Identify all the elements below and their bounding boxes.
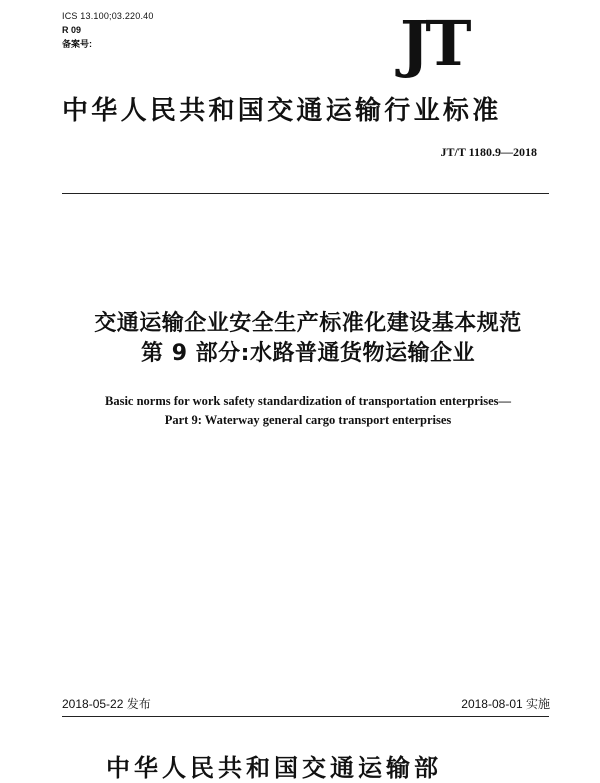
footer-divider bbox=[62, 716, 549, 717]
record-number-label: 备案号: bbox=[62, 39, 92, 49]
issue-date: 2018-05-22 发布 bbox=[62, 697, 151, 711]
jt-logo bbox=[400, 7, 518, 80]
standard-code: JT/T 1180.9—2018 bbox=[440, 145, 537, 159]
header-divider bbox=[62, 193, 549, 194]
classification-block bbox=[62, 9, 154, 51]
chinese-title-line-2: 第 9 部分:水路普通货物运输企业 bbox=[141, 341, 475, 366]
issuing-authority: 中华人民共和国交通运输部 bbox=[106, 754, 442, 782]
chinese-title bbox=[0, 309, 600, 369]
english-title-line-1: Basic norms for work safety standardization of transportation enterprises— bbox=[105, 394, 511, 408]
standard-category-title: 中华人民共和国交通运输行业标准 bbox=[62, 96, 502, 126]
chinese-title-line-1: 交通运输企业安全生产标准化建设基本规范 bbox=[94, 311, 522, 336]
english-title bbox=[0, 392, 600, 430]
english-title-line-2: Part 9: Waterway general cargo transport enterprises bbox=[164, 413, 452, 427]
ics-code: ICS 13.100;03.220.40 bbox=[62, 11, 154, 21]
ccs-code: R 09 bbox=[62, 25, 82, 35]
jt-logo-text: JT bbox=[400, 7, 468, 80]
effective-date: 2018-08-01 实施 bbox=[461, 697, 550, 711]
